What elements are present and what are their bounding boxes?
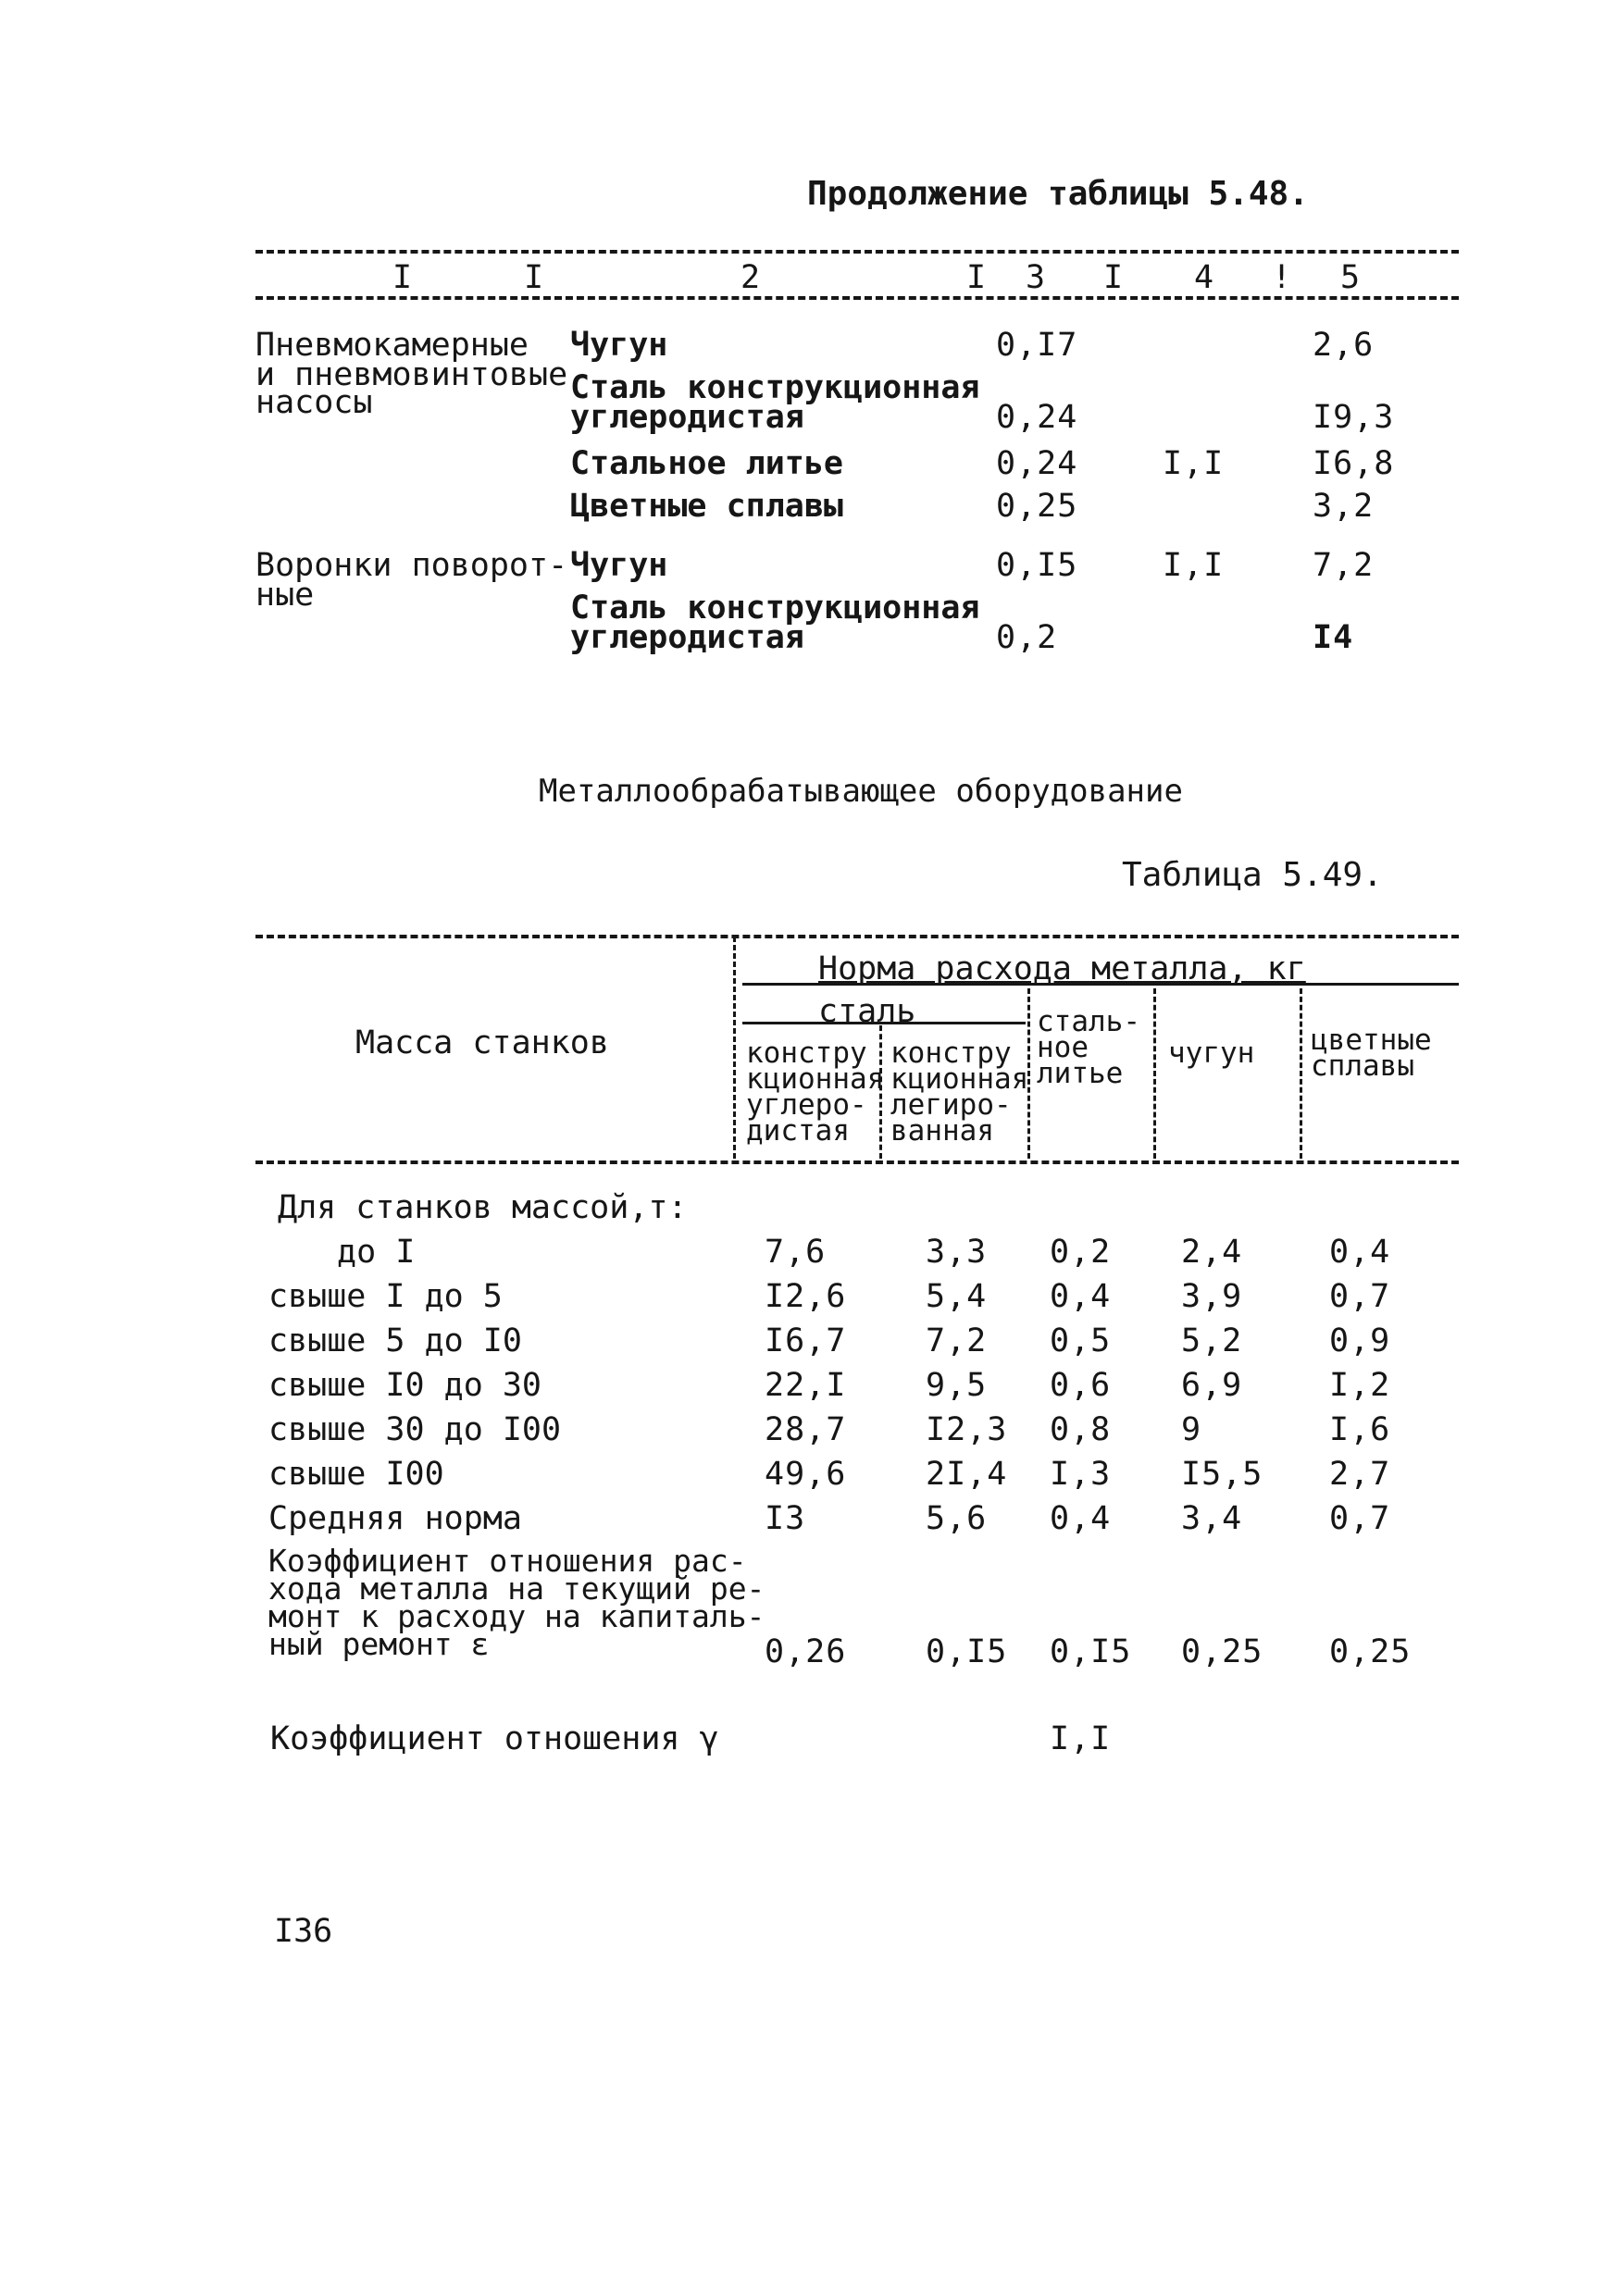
table48-caption: Продолжение таблицы 5.48. (807, 175, 1309, 213)
cell-cast: I,3 (1050, 1456, 1112, 1493)
group-name: ные (255, 577, 315, 614)
cell-alloy: 7,2 (926, 1322, 988, 1359)
row-label: до I (337, 1234, 416, 1271)
cell-c3: 0,I5 (996, 547, 1078, 584)
cell-iron: 6,9 (1181, 1367, 1243, 1404)
col-number-4: 4 (1194, 259, 1214, 296)
cell-c3: 0,I7 (996, 327, 1078, 364)
col-number-5: 5 (1340, 259, 1361, 296)
col-sep: I (524, 259, 544, 296)
header-steel-rule (742, 1022, 1026, 1024)
header-nonferrous: сплавы (1311, 1049, 1414, 1083)
header-steel: сталь (818, 993, 916, 1030)
cell-c3: 0,2 (996, 619, 1058, 656)
cell-nonferrous: 0,9 (1329, 1322, 1391, 1359)
cell-c5: 7,2 (1313, 547, 1375, 584)
cell-iron: 9 (1181, 1411, 1202, 1448)
header-carbon-steel: констру (746, 1036, 867, 1070)
cell-c3: 0,25 (996, 488, 1078, 525)
cell-nonferrous: 0,4 (1329, 1234, 1391, 1271)
table49-header-bottom-rule (255, 1160, 1459, 1164)
cell-alloy: I2,3 (926, 1411, 1008, 1448)
cell-cast: 0,4 (1050, 1278, 1112, 1315)
coef-label: Коэффициент отношения рас- (268, 1543, 747, 1579)
header-alloy-steel: кционная (890, 1062, 1029, 1096)
cell-alloy: 0,I5 (926, 1633, 1008, 1670)
cell-nonferrous: 0,7 (1329, 1278, 1391, 1315)
header-cast-steel: ное (1037, 1031, 1089, 1064)
row-label: свыше I до 5 (268, 1278, 503, 1315)
header-divider (733, 937, 736, 1159)
cell-carbon: I3 (765, 1500, 806, 1537)
cell-cast: 0,I5 (1050, 1633, 1132, 1670)
cell-iron: 2,4 (1181, 1234, 1243, 1271)
page-number: I36 (274, 1913, 333, 1950)
cell-carbon: I6,7 (765, 1322, 847, 1359)
cell-carbon: 0,26 (765, 1633, 847, 1670)
header-alloy-steel: констру (890, 1036, 1012, 1070)
table49-top-rule (255, 935, 1459, 938)
header-divider (1300, 988, 1302, 1159)
cell-cast: 0,5 (1050, 1322, 1112, 1359)
header-norm-rule (742, 983, 1459, 986)
row-label: свыше I0 до 30 (268, 1367, 542, 1404)
row-label: свыше 5 до I0 (268, 1322, 522, 1359)
cell-cast: 0,8 (1050, 1411, 1112, 1448)
header-cast-iron: чугун (1168, 1036, 1255, 1070)
coef-label: Коэффициент отношения γ (270, 1720, 719, 1757)
cell-nonferrous: 2,7 (1329, 1456, 1391, 1493)
cell-carbon: 28,7 (765, 1411, 847, 1448)
cell-c3: 0,24 (996, 445, 1078, 482)
cell-alloy: 5,6 (926, 1500, 988, 1537)
cell-nonferrous: 0,25 (1329, 1633, 1412, 1670)
cell-cast: 0,2 (1050, 1234, 1112, 1271)
cell-nonferrous: 0,7 (1329, 1500, 1391, 1537)
cell-cast: 0,6 (1050, 1367, 1112, 1404)
material: углеродистая (570, 399, 804, 436)
cell-alloy: 9,5 (926, 1367, 988, 1404)
header-cast-steel: литье (1037, 1057, 1124, 1090)
header-norm: Норма расхода металла, кг (818, 950, 1306, 987)
header-carbon-steel: углеро- (746, 1088, 867, 1122)
col-number-3: 3 (1026, 259, 1046, 296)
cell-c4: I,I (1163, 547, 1225, 584)
table48-top-rule (255, 250, 1459, 254)
material: Цветные сплавы (570, 488, 844, 525)
cell-cast: I,I (1050, 1720, 1112, 1757)
material: Сталь конструкционная (570, 369, 980, 406)
material: Чугун (570, 327, 668, 364)
group-label: Для станков массой,т: (278, 1189, 688, 1226)
coef-label: ный ремонт ε (268, 1626, 490, 1662)
group-name: насосы (255, 384, 373, 421)
cell-nonferrous: I,2 (1329, 1367, 1391, 1404)
material: Чугун (570, 547, 668, 584)
cell-carbon: 22,I (765, 1367, 847, 1404)
group-name: и пневмовинтовые (255, 356, 568, 393)
row-label: свыше 30 до I00 (268, 1411, 562, 1448)
coef-label: монт к расходу на капиталь- (268, 1598, 765, 1634)
cell-carbon: 7,6 (765, 1234, 827, 1271)
cell-alloy: 2I,4 (926, 1456, 1008, 1493)
cell-cast: 0,4 (1050, 1500, 1112, 1537)
cell-c5: I6,8 (1313, 445, 1395, 482)
header-alloy-steel: ванная (890, 1114, 994, 1148)
header-alloy-steel: легиро- (890, 1088, 1012, 1122)
cell-c5: I9,3 (1313, 399, 1395, 436)
cell-c5: 3,2 (1313, 488, 1375, 525)
header-carbon-steel: кционная (746, 1062, 885, 1096)
cell-nonferrous: I,6 (1329, 1411, 1391, 1448)
material: Сталь конструкционная (570, 590, 980, 627)
table48-header-rule (255, 296, 1459, 300)
cell-c5: I4 (1313, 619, 1354, 656)
col-number-1: I (392, 259, 413, 296)
header-cast-steel: сталь- (1037, 1005, 1140, 1038)
col-sep: I (1103, 259, 1124, 296)
cell-alloy: 5,4 (926, 1278, 988, 1315)
material: углеродистая (570, 619, 804, 656)
cell-c4: I,I (1163, 445, 1225, 482)
cell-c5: 2,6 (1313, 327, 1375, 364)
row-label: свыше I00 (268, 1456, 444, 1493)
section-title: Металлообрабатывающее оборудование (539, 773, 1183, 810)
cell-carbon: I2,6 (765, 1278, 847, 1315)
cell-alloy: 3,3 (926, 1234, 988, 1271)
cell-iron: 0,25 (1181, 1633, 1263, 1670)
material: Стальное литье (570, 445, 844, 482)
col-sep: ! (1272, 259, 1292, 296)
cell-iron: 5,2 (1181, 1322, 1243, 1359)
cell-c3: 0,24 (996, 399, 1078, 436)
col-sep: I (966, 259, 987, 296)
cell-iron: I5,5 (1181, 1456, 1263, 1493)
col-number-2: 2 (741, 259, 761, 296)
cell-iron: 3,4 (1181, 1500, 1243, 1537)
header-carbon-steel: дистая (746, 1114, 850, 1148)
cell-iron: 3,9 (1181, 1278, 1243, 1315)
row-label: Средняя норма (268, 1500, 522, 1537)
group-name: Воронки поворот- (255, 547, 568, 584)
header-mass: Масса станков (355, 1024, 609, 1061)
header-divider (1153, 988, 1156, 1159)
cell-carbon: 49,6 (765, 1456, 847, 1493)
table49-caption: Таблица 5.49. (1122, 856, 1383, 894)
coef-label: хода металла на текущий ре- (268, 1570, 765, 1607)
group-name: Пневмокамерные (255, 327, 529, 364)
header-nonferrous: цветные (1311, 1024, 1432, 1057)
